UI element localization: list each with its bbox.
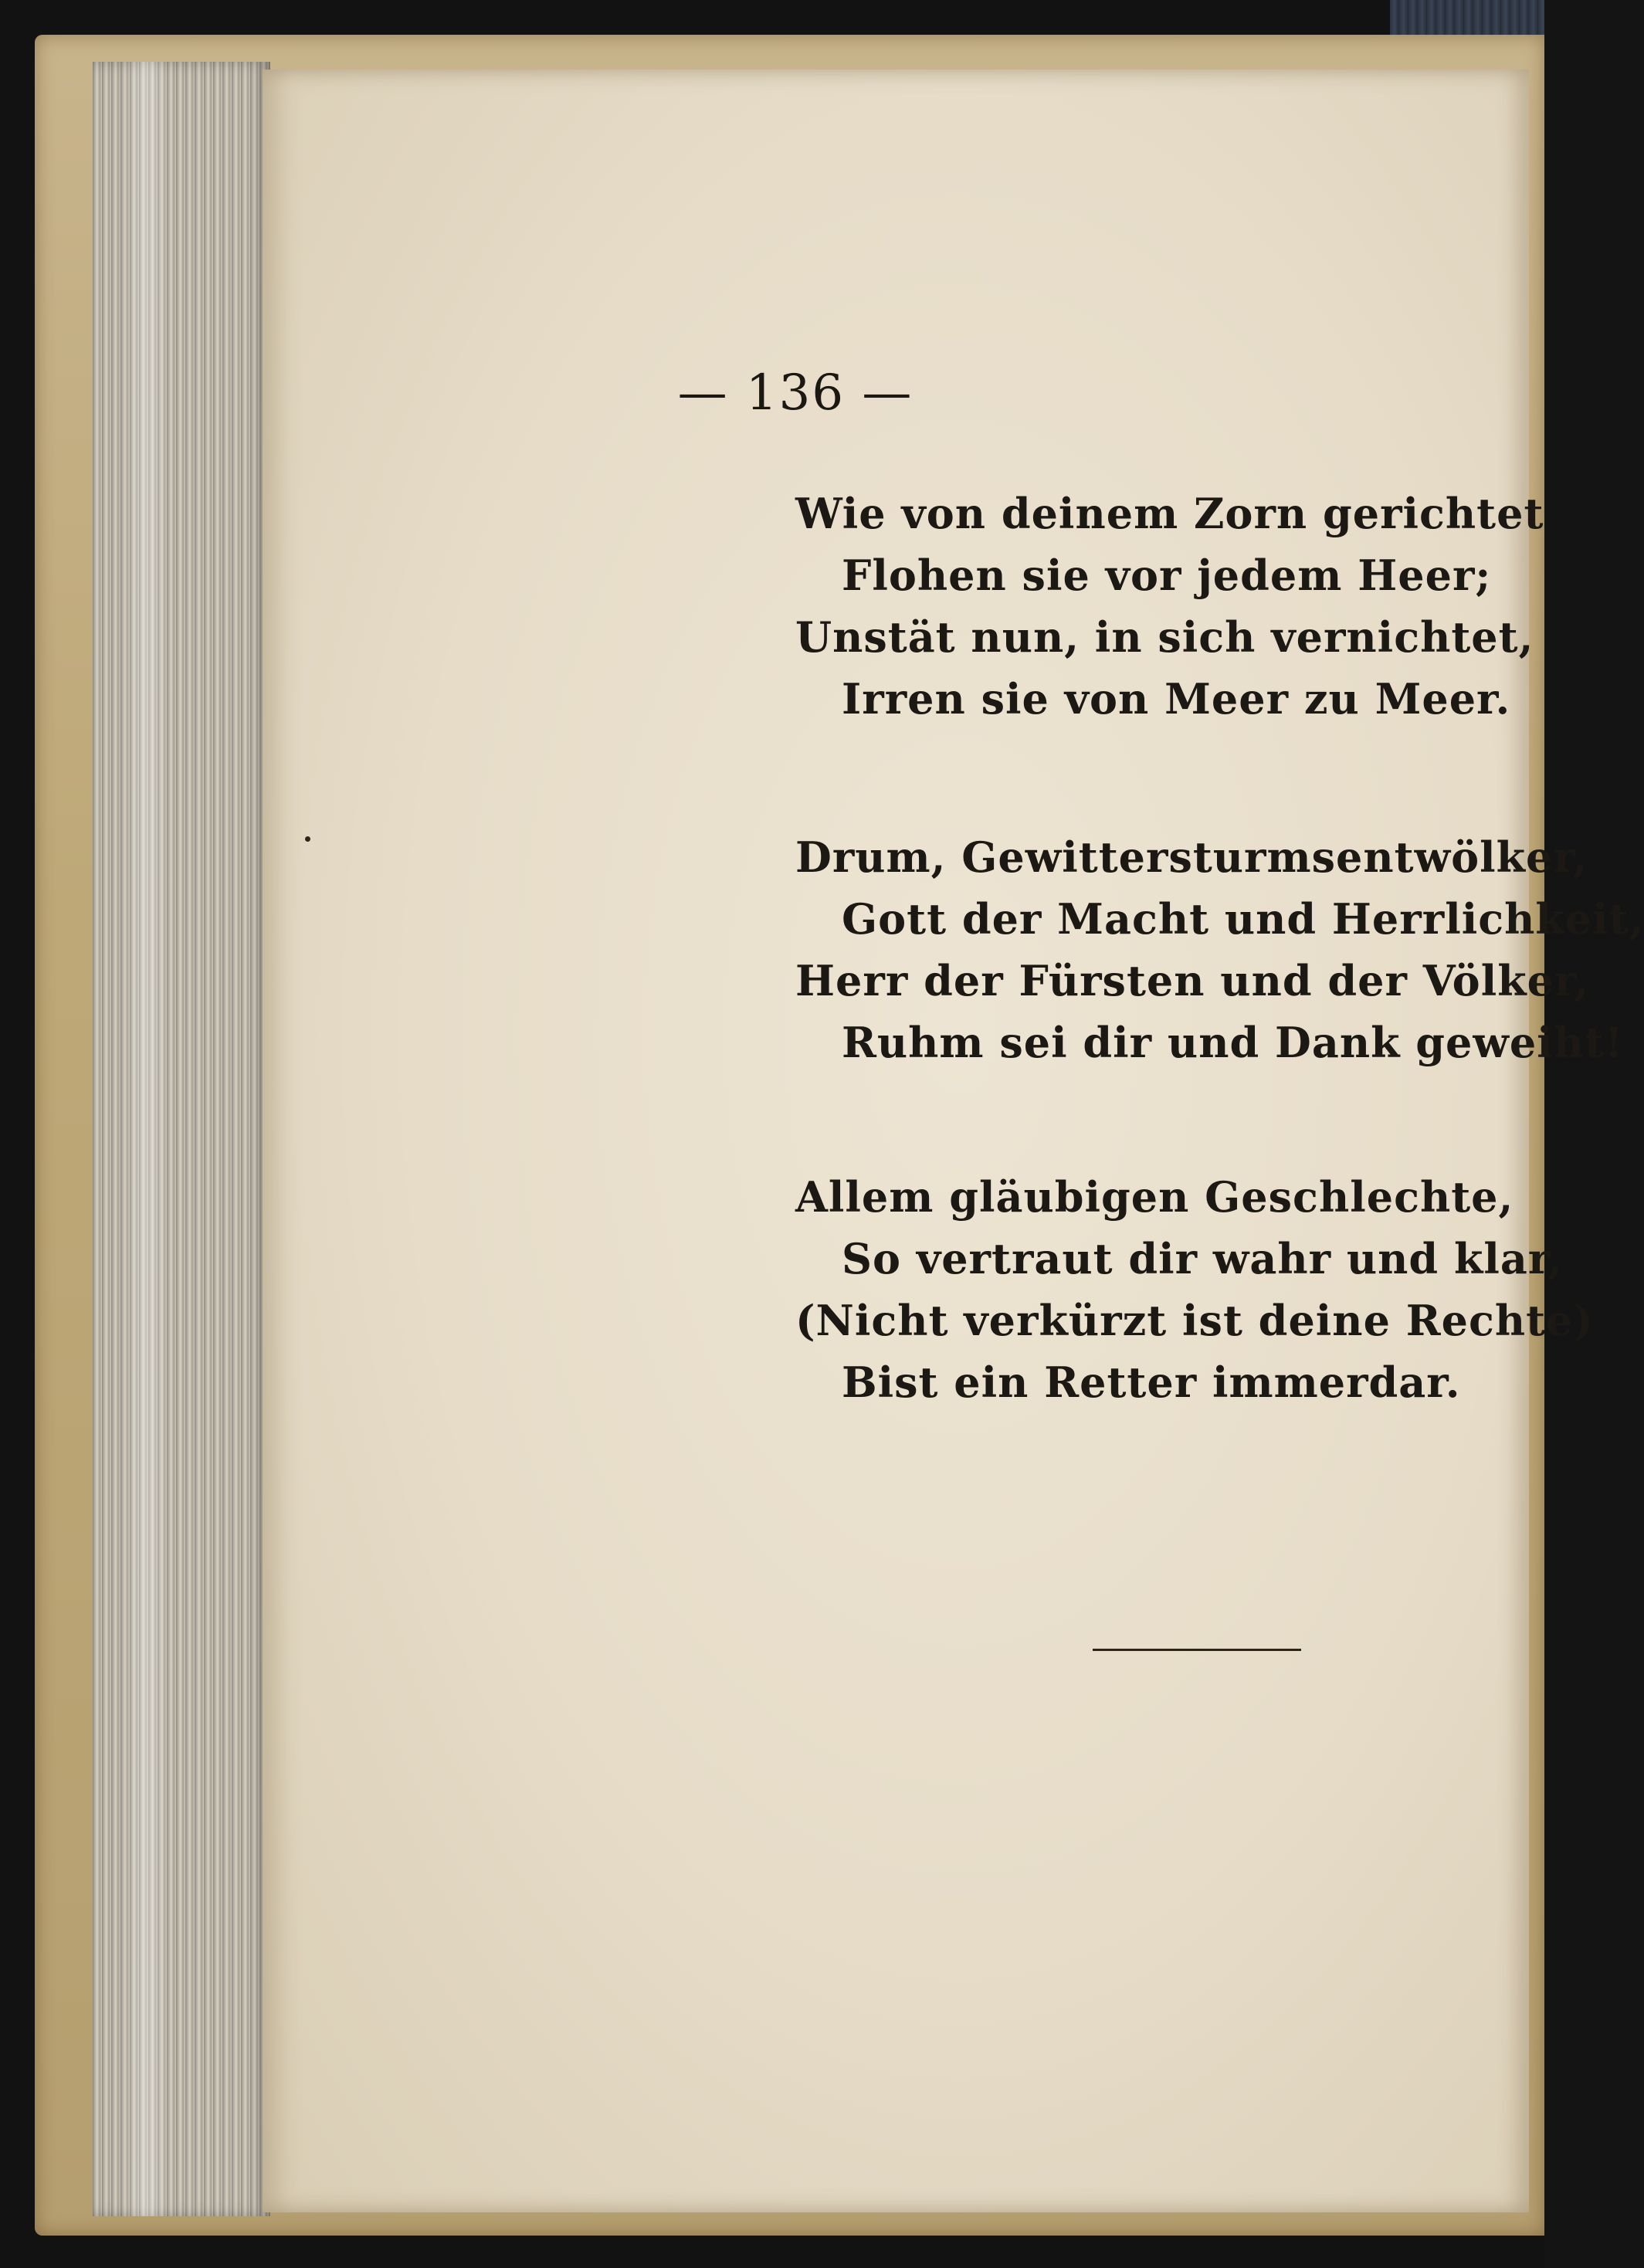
verse-line: Drum, Gewittersturmsentwölker,	[795, 832, 1588, 882]
stanza-3	[795, 1166, 1594, 1413]
verse-line: So vertraut dir wahr und klar,	[842, 1234, 1564, 1283]
verse-line: Ruhm sei dir und Dank geweiht!	[842, 1018, 1624, 1067]
verse-line: Wie von deinem Zorn gerichtet	[795, 489, 1544, 538]
book-page	[263, 69, 1644, 2212]
verse-line: Flohen sie vor jedem Heer;	[842, 551, 1492, 600]
ink-speck	[305, 836, 310, 842]
verse-line: Gott der Macht und Herrlichkeit,	[842, 894, 1644, 944]
verse-line: Allem gläubigen Geschlechte,	[795, 1172, 1514, 1222]
verse-line: Herr der Fürsten und der Völker,	[795, 956, 1590, 1005]
stanza-1	[795, 483, 1544, 730]
verse-line: Unstät nun, in sich vernichtet,	[795, 612, 1534, 662]
verse-line: (Nicht verkürzt ist deine Rechte)	[795, 1296, 1594, 1345]
verse-line: Bist ein Retter immerdar.	[842, 1358, 1461, 1407]
end-rule	[1093, 1649, 1301, 1651]
verse-line: Irren sie von Meer zu Meer.	[842, 674, 1511, 724]
stanza-2	[795, 826, 1644, 1073]
page-number: — 136 —	[677, 364, 914, 422]
